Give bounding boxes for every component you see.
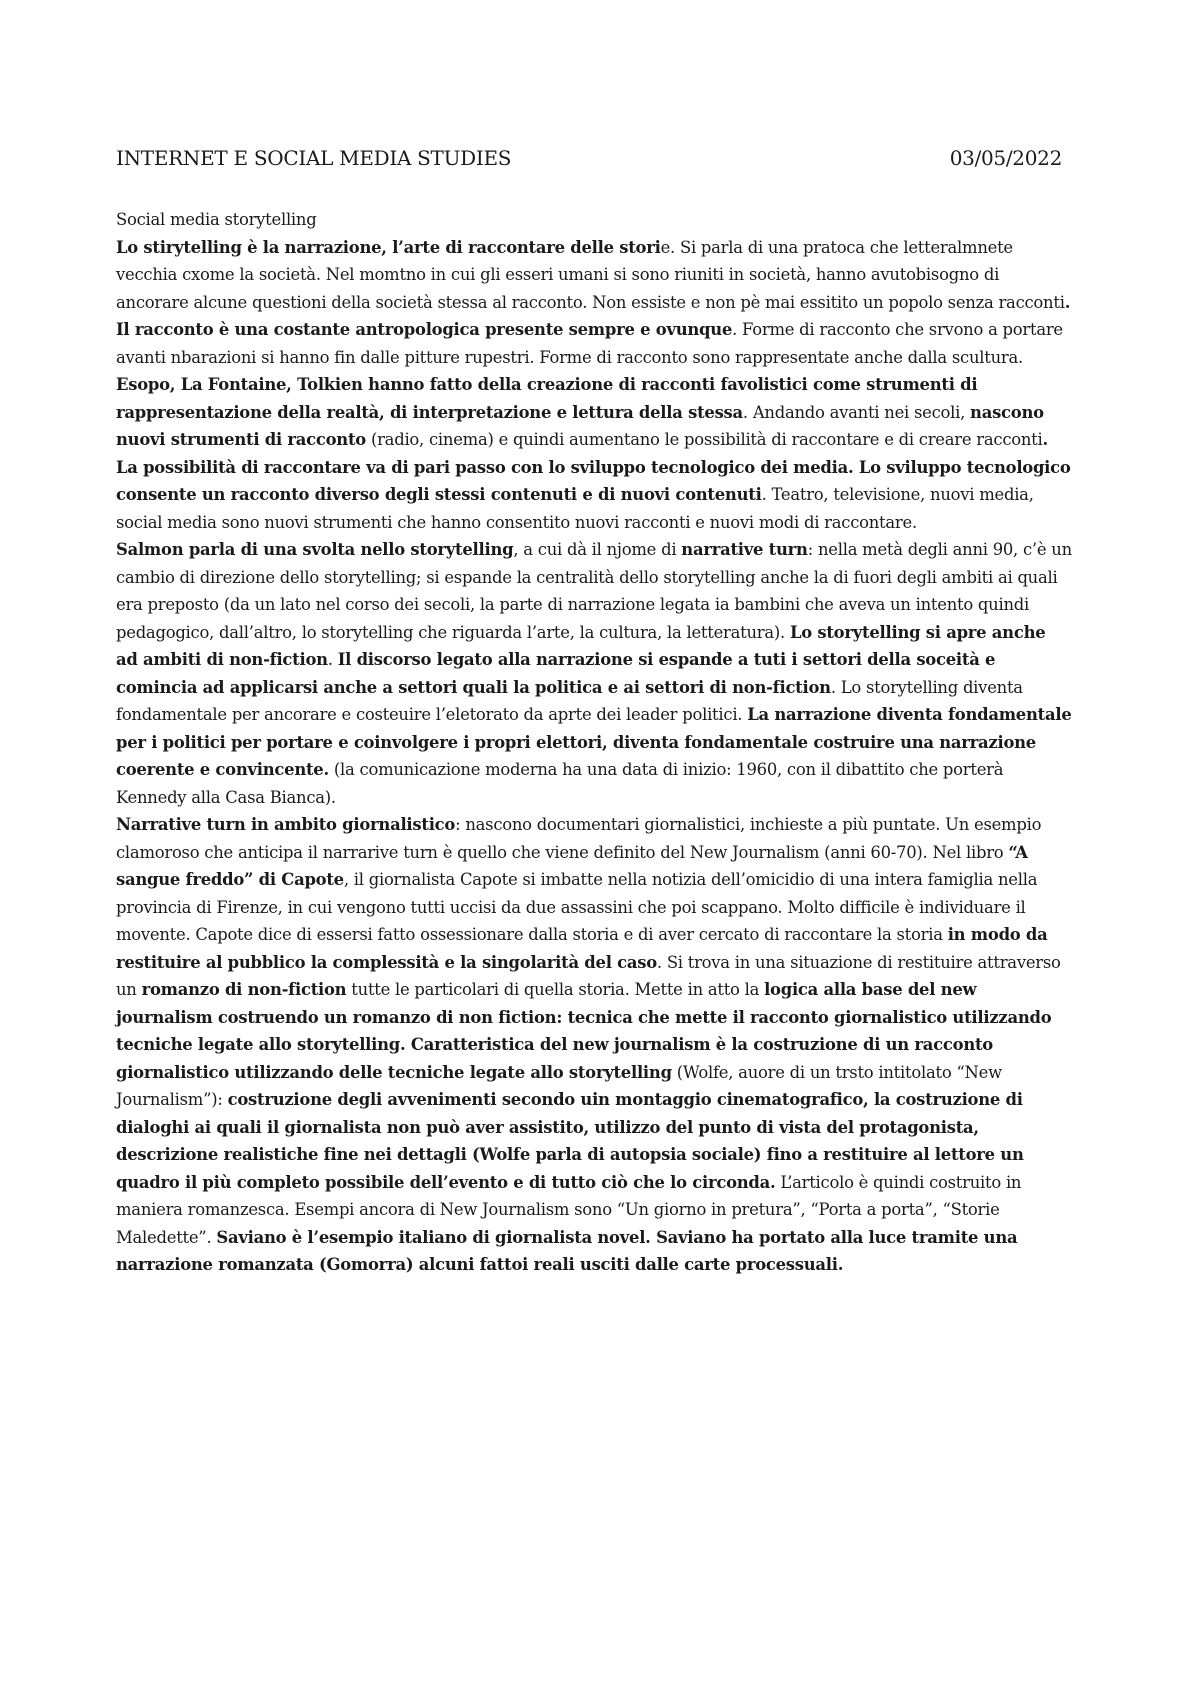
text-run: . Lo storytelling diventa fondamentale per ancorare e costeuire l’eletorato da aprte dei leader politici. [116, 677, 1023, 724]
text-run: (Wolfe, auore di un trsto intitolato “New Journalism”): [116, 1062, 1002, 1109]
bold-text-run: Saviano è l’esempio italiano di giornalista novel. Saviano ha portato alla luce tramite una narrazione romanzata (Gomorra) alcuni fattoi reali usciti dalle carte processuali. [116, 1227, 1018, 1274]
document-header [116, 146, 1062, 170]
document-title: INTERNET E SOCIAL MEDIA STUDIES [116, 146, 512, 170]
document-date: 03/05/2022 [949, 146, 1062, 170]
bold-text-run: logica alla base del new journalism costruendo un romanzo di non fiction: tecnica che mette il racconto giornalistico utilizzando tecniche legate allo storytelling. Caratteristica del new journalism è la costruzione di un racconto giornalistico utilizzando delle tecniche legate allo storytelling [116, 980, 1052, 1082]
text-run: . Andando avanti nei secoli, [742, 402, 971, 422]
paragraph-list [116, 234, 1072, 1279]
bold-text-run: . Il racconto è una costante antropologica presente sempre e ovunque [116, 292, 1071, 339]
text-run: : nella metà degli anni 90, c’è un cambio di direzione dello storytelling; si espande la centralità dello storytelling anche la di fuori degli ambiti ai quali era preposto (da un lato nel corso dei secoli, la parte di narrazione legata ia bambini che aveva un intento quindi pedagogico, dall’altro, lo storytelling che riguarda l’arte, la cultura, la letteratura). [116, 540, 1072, 642]
bold-text-run: Il discorso legato alla narrazione si espande a tuti i settori della soceità e comincia ad applicarsi anche a settori quali la politica e ai settori di non-fiction [116, 650, 996, 697]
bold-text-run: Narrative turn in ambito giornalistico [116, 815, 456, 834]
bold-text-run: narrative turn [681, 540, 808, 559]
bold-text-run: La narrazione diventa fondamentale per i politici per portare e coinvolgere i propri elettori, diventa fondamentale costruire una narrazione coerente e convincente. [116, 705, 1072, 779]
paragraph [116, 811, 1072, 1279]
text-run: . [327, 650, 338, 669]
text-run: . Forme di racconto che srvono a portare avanti nbarazioni si hanno fin dalle pitture rupestri. Forme di racconto sono rappresentate anche dalla scultura. [116, 320, 1063, 367]
text-run: L’articolo è quindi costruito in maniera romanzesca. Esempi ancora di New Journalism sono “Un giorno in pretura”, “Porta a porta”, “Storie Maledette”. [116, 1172, 1022, 1247]
text-run: tutte le particolari di quella storia. Mette in atto la [346, 980, 765, 999]
bold-text-run: in modo da restituire al pubblico la complessità e la singolarità del caso [116, 925, 1048, 972]
text-run: : nascono documentari giornalistici, inchieste a più puntate. Un esempio clamoroso che anticipa il narrarive turn è quello che viene definito del New Journalism (anni 60-70). Nel libro [116, 815, 1042, 862]
text-run: . Teatro, televisione, nuovi media, social media sono nuovi strumenti che hanno consentito nuovi racconti e nuovi modi di raccontare. [116, 485, 1034, 532]
text-run: (radio, cinema) e quindi aumentano le possibilità di raccontare e di creare racconti [365, 430, 1043, 449]
text-run: (la comunicazione moderna ha una data di inizio: 1960, con il dibattito che porterà Kennedy alla Casa Bianca). [116, 760, 1004, 807]
paragraph [116, 536, 1072, 811]
text-run: , il giornalista Capote si imbatte nella notizia dell’omicidio di una intera famiglia nella provincia di Firenze, in cui vengono tutti uccisi da due assassini che poi scappano. Molto difficile è individuare il movente. Capote dice di essersi fatto ossessionare dalla storia e di aver cercato di raccontare la storia [116, 870, 1038, 944]
bold-text-run: Salmon parla di una svolta nello storytelling [116, 540, 514, 559]
text-run: . Si trova in una situazione di restituire attraverso un [116, 952, 1061, 999]
document-subtitle: Social media storytelling [116, 210, 317, 229]
bold-text-run: Lo storytelling si apre anche ad ambiti di non-fiction [116, 622, 1046, 669]
paragraph [116, 234, 1072, 537]
text-run: e. Si parla di una pratoca che letteralmnete vecchia cxome la società. Nel momtno in cui gli esseri umani si sono riuniti in società, hanno avutobisogno di ancorare alcune questioni della società stessa al racconto. Non essiste e non pè mai essitito un popolo senza racconti [116, 237, 1065, 312]
bold-text-run: “A sangue freddo” di Capote [116, 842, 1028, 889]
bold-text-run: costruzione degli avvenimenti secondo uin montaggio cinematografico, la costruzione di dialoghi ai quali il giornalista non può aver assistito, utilizzo del punto di vista del protagonista, descrizione realistiche fine nei dettagli (Wolfe parla di autopsia sociale) fino a restituire al lettore un quadro il più completo possibile dell’evento e di tutto ciò che lo circonda. [116, 1090, 1024, 1192]
bold-text-run: romanzo di non-fiction [141, 980, 347, 999]
bold-text-run: Lo stirytelling è la narrazione, l’arte di raccontare delle stori [116, 237, 661, 257]
document-body [116, 206, 1072, 1279]
bold-text-run: nascono nuovi strumenti di racconto [116, 402, 1044, 449]
bold-text-run: . La possibilità di raccontare va di pari passo con lo sviluppo tecnologico dei media. Lo sviluppo tecnologico consente un racconto diverso degli stessi contenuti e di nuovi contenuti [116, 430, 1071, 504]
bold-text-run: Esopo, La Fontaine, Tolkien hanno fatto della creazione di racconti favolistici come strumenti di rappresentazione della realtà, di interpretazione e lettura della stessa [116, 375, 978, 422]
text-run: , a cui dà il njome di [513, 540, 682, 559]
